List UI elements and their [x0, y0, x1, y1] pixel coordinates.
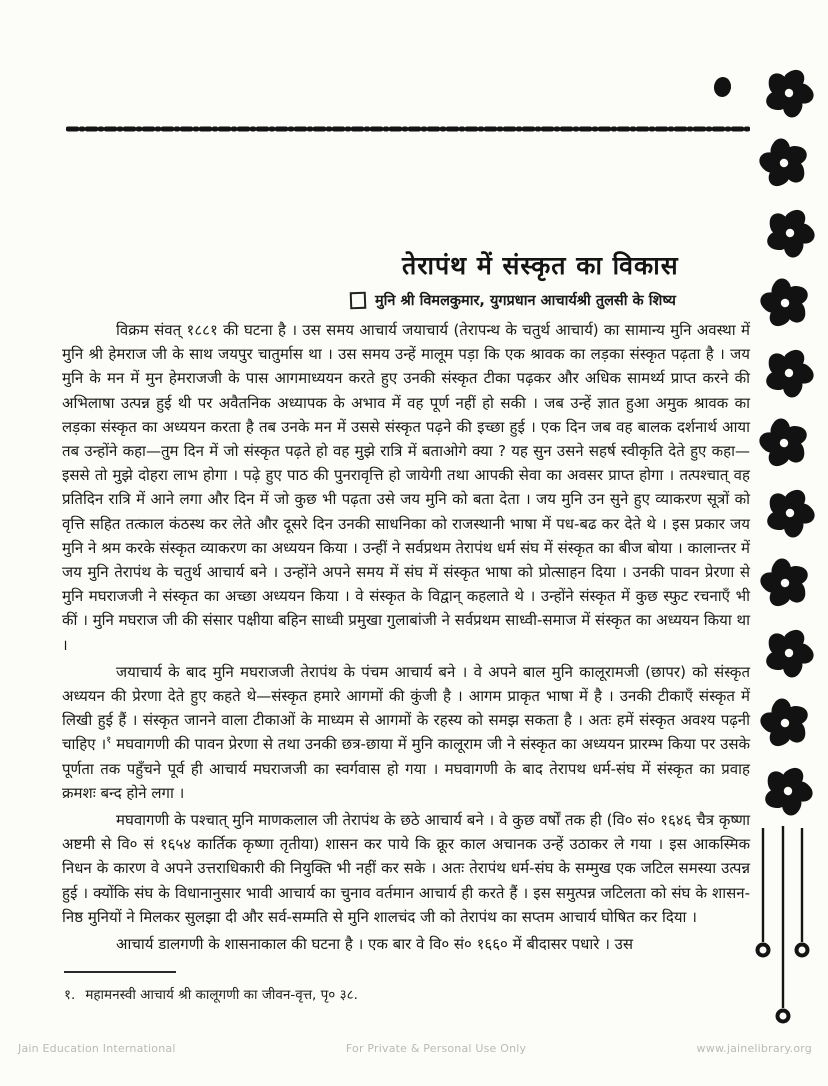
- body-paragraph: जयाचार्य के बाद मुनि मघराजजी तेरापंथ के पंचम आचार्य बने । वे अपने बाल मुनि कालूरामजी (छापर) को संस्कृत अध्ययन की प्रेरणा देते हुए कहते थे—संस्कृत हमारे आगमों की कुंजी है । आगम प्राकृत भाषा में है । उनकी टीकाएँ संस्कृत में लिखी हुई हैं । संस्कृत जानने वाला टीकाओं के माध्यम से आगमों के रहस्य को समझ सकता है । अतः हमें संस्कृत अवश्य पढ़नी चाहिए ।$^१$ मघवागणी की पावन प्रेरणा से तथा उनकी छत्र-छाया में मुनि कालूराम जी ने संस्कृत का अध्ययन प्रारम्भ किया पर उसके पूर्णता तक पहुँचने पूर्व ही आचार्य मघराजजी का स्वर्गवास हो गया । मघवागणी के बाद तेरापथ धर्म-संघ में संस्कृत का प्रवाह क्रमशः बन्द होने लगा ।: [62, 662, 751, 802]
- article-body: [62, 318, 750, 959]
- footnote-text: महामनस्वी आचार्य श्री कालूगणी का जीवन-वृत्त, पृ० ३८.: [85, 987, 358, 1003]
- scan-footer: [0, 1042, 828, 1055]
- footer-right: www.jainelibrary.org: [696, 1042, 812, 1055]
- footnote-reference: १: [106, 735, 112, 747]
- footnote-divider: [64, 971, 176, 973]
- footer-left: Jain Education International: [18, 1042, 176, 1055]
- footnote-marker: १.: [64, 987, 76, 1003]
- ornamental-paisley-border-icon: [752, 58, 822, 826]
- open-square-bullet-icon: [350, 291, 367, 309]
- black-dot-icon: [713, 76, 733, 98]
- byline: [350, 290, 676, 310]
- body-paragraph: मघवागणी के पश्चात् मुनि माणकलाल जी तेरापंथ के छठे आचार्य बने । वे कुछ वर्षों तक ही (वि० सं० १६४६ चैत्र कृष्णा अष्टमी से वि० सं १६५४ कार्तिक कृष्णा तृतीया) शासन कर पाये कि क्रूर काल अचानक उन्हें उठाकर ले गया । इस आकस्मिक निधन के कारण वे अपने उत्तराधिकारी की नियुक्ति भी नहीं कर सके । अतः तेरापंथ धर्म-संघ के सम्मुख एक जटिल समस्या उत्पन्न हुई । क्योंकि संघ के विधानानुसार भावी आचार्य का चुनाव वर्तमान आचार्य ही करते हैं । इस समुत्पन्न जटिलता को संघ के शासन-निष्ठ मुनियों ने मिलकर सुलझा दी और सर्व-सम्मति से मुनि शालचंद जी को तेरापंथ का सप्तम आचार्य घोषित कर दिया ।: [62, 811, 750, 926]
- body-paragraph: आचार्य डालगणी के शासनाकाल की घटना है । एक बार वे वि० सं० १६६० में बीदासर पधारे । उस: [116, 935, 634, 954]
- dash-dot-rule: [66, 124, 750, 134]
- footnote: [64, 985, 664, 1003]
- footer-center: For Private & Personal Use Only: [345, 1042, 527, 1055]
- body-paragraph: विक्रम संवत् १८८१ की घटना है । उस समय आचार्य जयाचार्य (तेरापन्थ के चतुर्थ आचार्य) का सामान्य मुनि अवस्था में मुनि श्री हेमराज जी के साथ जयपुर चातुर्मास था । उस समय उन्हें मालूम पड़ा कि एक श्रावक का लड़का संस्कृत पढ़ता है । जय मुनि के मन में मुन हेमराजजी के पास आगमाध्ययन करते हुए उनकी संस्कृत टीका पढ़कर और अधिक सामर्थ्य प्राप्त करने की अभिलाषा उत्पन्न हुई थी पर अवैतनिक अध्यापक के अभाव में वह पूर्ण नहीं हो सकी । जब उन्हें ज्ञात हुआ अमुक श्रावक का लड़का संस्कृत का अध्ययन करता है तब उनके मन में उससे संस्कृत पढ़ने की इच्छा हुई । एक दिन जब वह बालक दर्शनार्थ आया तब उन्होंने कहा—तुम दिन में जो संस्कृत पढ़ते हो वह मुझे रात्रि में बताओगे क्या ? यह सुन उसने सहर्ष स्वीकृति देते हुए कहा—इससे तो मुझे दोहरा लाभ होगा । पढ़े हुए पाठ की पुनरावृत्ति हो जायेगी तथा आपकी सेवा का अवसर प्राप्त होगा । तत्पश्चात् वह प्रतिदिन रात्रि में आने लगा और दिन में जो कुछ भी पढ़ता उसे जय मुनि को बता देता । जय मुनि उन सुने हुए व्याकरण सूत्रों को वृत्ति सहित तत्काल कंठस्थ कर लेते और दूसरे दिन उनकी साधनिका को राजस्थानी भाषा में पध-बढ कर देते थे । इस प्रकार जय मुनि ने श्रम करके संस्कृत व्याकरण का अध्ययन किया । उन्हीं ने सर्वप्रथम तेरापंथ धर्म संघ में संस्कृत का बीज बोया । कालान्तर में जय मुनि तेरापंथ के चतुर्थ आचार्य बने । उन्होंने अपने समय में संघ में संस्कृत भाषा को प्रोत्साहन दिया । उनकी पावन प्रेरणा से मुनि मघराजजी ने संस्कृत का अच्छा अध्ययन किया । वे संस्कृत के विद्वान् कहलाते थे । उन्होंने संस्कृत में कुछ स्फुट रचनाएँ भी कीं । मुनि मघराज जी की संसार पक्षीया बहिन साध्वी प्रमुखा गुलाबांजी ने सर्वप्रथम साध्वी-समाज में संस्कृत का अध्ययन किया था ।: [62, 321, 750, 654]
- tassel-lines-icon: [752, 822, 822, 1032]
- byline-text: मुनि श्री विमलकुमार, युगप्रधान आचार्यश्री तुलसी के शिष्य: [375, 293, 676, 309]
- article-title: तेरापंथ में संस्कृत का विकास: [402, 251, 679, 280]
